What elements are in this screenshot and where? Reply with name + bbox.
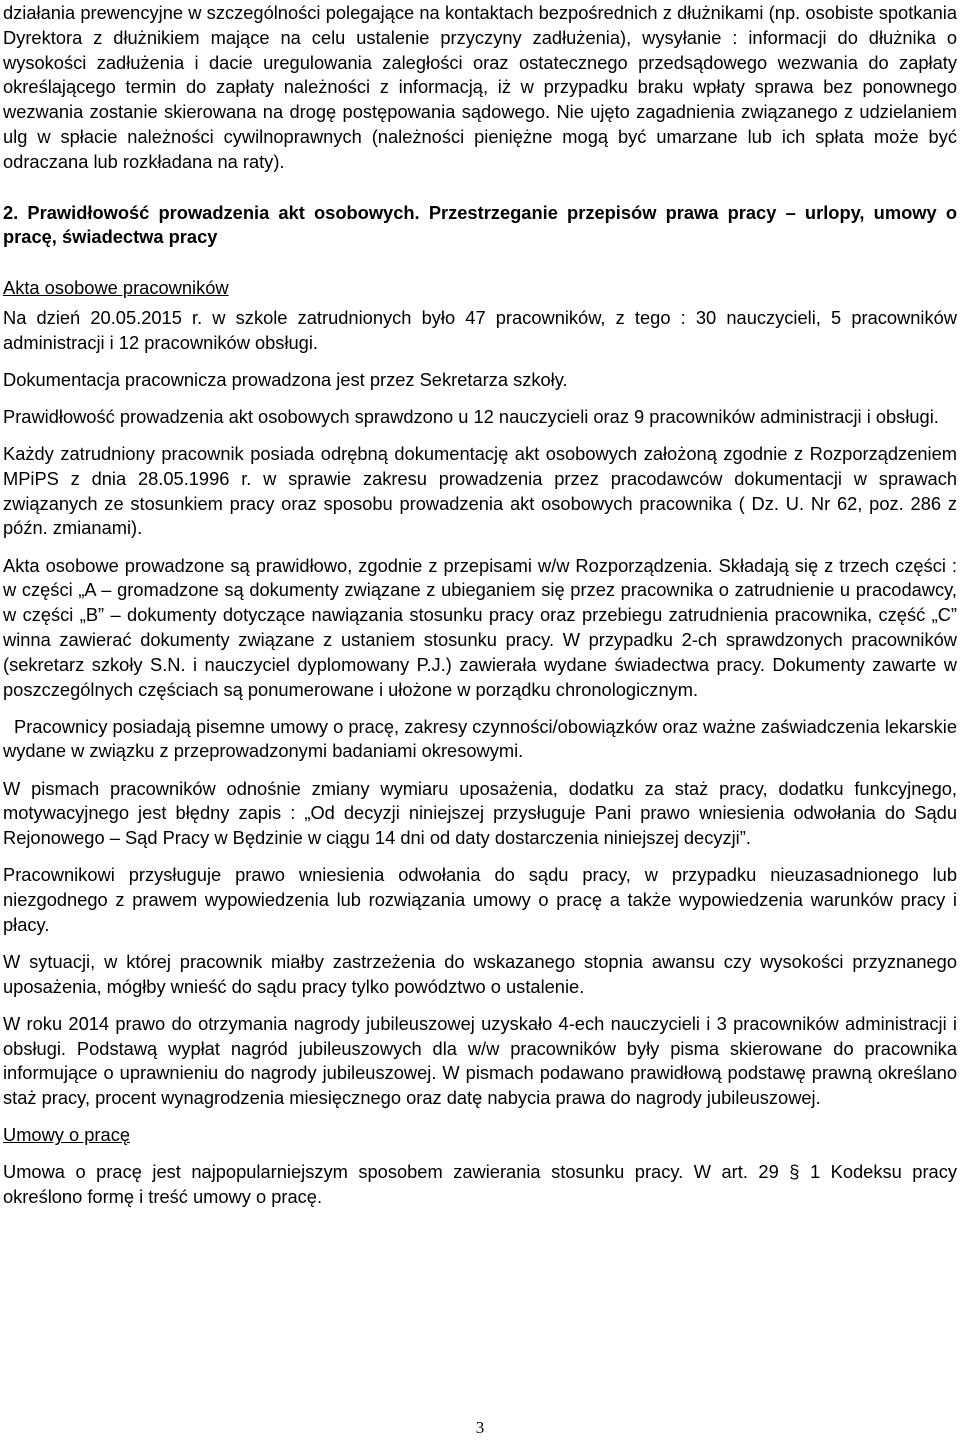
- paragraph-secretary: Dokumentacja pracownicza prowadzona jest przez Sekretarza szkoły.: [3, 368, 568, 390]
- section-heading: 2. Prawidłowość prowadzenia akt osobowych. Przestrzeganie przepisów prawa pracy – urlopy, umowy o pracę, świadectwa pracy: [3, 201, 957, 248]
- subheading-contracts: Umowy o pracę: [3, 1124, 130, 1146]
- paragraph-situation: W sytuacji, w której pracownik miałby zastrzeżenia do wskazanego stopnia awansu czy wysokości przyznanego uposażenia, mógłby wnieść do sądu pracy tylko powództwo o ustalenie.: [3, 950, 957, 997]
- paragraph-employee-count: Na dzień 20.05.2015 r. w szkole zatrudnionych było 47 pracowników, z tego : 30 nauczycieli, 5 pracowników administracji i 12 pracowników obsługi.: [3, 306, 957, 353]
- paragraph-incorrect-clause: W pismach pracowników odnośnie zmiany wymiaru uposażenia, dodatku za staż pracy, dodatku funkcyjnego, motywacyjnego jest błędny zapis : „Od decyzji niniejszej przysługuje Pani prawo wniesienia odwołania do Sądu Rejonowego – Sąd Pracy w Będzinie w ciągu 14 dni od daty dostarczenia niniejszej decyzji”.: [3, 777, 957, 849]
- subheading-personnel-files: Akta osobowe pracowników: [3, 277, 229, 299]
- paragraph-file-parts: Akta osobowe prowadzone są prawidłowo, zgodnie z przepisami w/w Rozporządzenia. Składają się z trzech części : w części „A – gromadzone są dokumenty związane z ubieganiem się przez pracownika o zatrudnienie u pracodawcy, w części „B” – dokumenty dotyczące nawiązania stosunku pracy oraz przebiegu zatrudnienia pracownika, część „C” winna zawierać dokumenty związane z ustaniem stosunku pracy. W przypadku 2-ch sprawdzonych pracowników (sekretarz szkoły S.N. i nauczyciel dyplomowany P.J.) zawierała wydane świadectwa pracy. Dokumenty zawarte w poszczególnych częściach są ponumerowane i ułożone w porządku chronologicznym.: [3, 554, 957, 700]
- page-number: 3: [475, 1418, 485, 1437]
- paragraph-contracts: Pracownicy posiadają pisemne umowy o pracę, zakresy czynności/obowiązków oraz ważne zaświadczenia lekarskie wydane w związku z przeprowadzonymi badaniami okresowymi.: [3, 715, 957, 762]
- paragraph-jubilee-awards: W roku 2014 prawo do otrzymania nagrody jubileuszowej uzyskało 4-ech nauczycieli i 3 pracowników administracji i obsługi. Podstawą wypłat nagród jubileuszowych dla w/w pracowników były pisma skierowane do pracownika informujące o uprawnieniu do nagrody jubileuszowej. W pismach podawano prawidłową podstawę prawną określano staż pracy, procent wynagrodzenia miesięcznego oraz datę nabycia prawa do nagrody jubileuszowej.: [3, 1012, 957, 1109]
- paragraph-regulation: Każdy zatrudniony pracownik posiada odrębną dokumentację akt osobowych założoną zgodnie z Rozporządzeniem MPiPS z dnia 28.05.1996 r. w sprawie zakresu prowadzenia przez pracodawców dokumentacji w sprawach związanych ze stosunkiem pracy oraz sposobu prowadzenia akt osobowych pracownika ( Dz. U. Nr 62, poz. 286 z późn. zmianami).: [3, 443, 957, 539]
- paragraph-debt-collection: działania prewencyjne w szczególności polegające na kontaktach bezpośrednich z dłużnikami (np. osobiste spotkania Dyrektora z dłużnikiem mające na celu ustalenie przyczyny zadłużenia), wysyłanie : informacji do dłużnika o wysokości zadłużenia i dacie uregulowania zaległości oraz ostatecznego przedsądowego wezwania do zapłaty określającego termin do zapłaty należności z informacją, iż w przypadku braku wpłaty sprawa bez ponownego wezwania zostanie skierowana na drogę postępowania sądowego. Nie ujęto zagadnienia związanego z udzielaniem ulg w spłacie należności cywilnoprawnych (należności pieniężne mogą być umarzane lub ich spłata może być odraczana lub rozkładana na raty).: [3, 2, 957, 172]
- paragraph-files-checked: Prawidłowość prowadzenia akt osobowych sprawdzono u 12 nauczycieli oraz 9 pracowników administracji i obsługi.: [3, 405, 939, 427]
- paragraph-contract-form: Umowa o pracę jest najpopularniejszym sposobem zawierania stosunku pracy. W art. 29 § 1 Kodeksu pracy określono formę i treść umowy o pracę.: [3, 1161, 957, 1208]
- document-page: [3, 0, 957, 1210]
- paragraph-right-to-appeal: Pracownikowi przysługuje prawo wniesienia odwołania do sądu pracy, w przypadku nieuzasadnionego lub niezgodnego z prawem wypowiedzenia lub rozwiązania umowy o pracę a także wypowiedzenia warunków pracy i płacy.: [3, 864, 957, 935]
